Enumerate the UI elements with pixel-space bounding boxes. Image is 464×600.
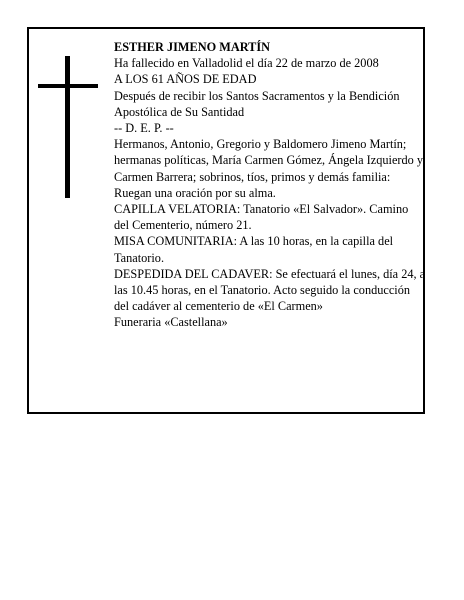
rip-text: -- D. E. P. -- [114, 121, 174, 136]
notice-body [114, 39, 426, 331]
death-announcement: Ha fallecido en Valladolid el día 22 de marzo de 2008 [114, 56, 379, 71]
obituary-notice [27, 27, 425, 414]
cross-vertical-bar [65, 56, 70, 198]
funeral-home: Funeraria «Castellana» [114, 315, 228, 330]
vigil-info: CAPILLA VELATORIA: Tanatorio «El Salvador». Camino del Cementerio, número 21. [114, 202, 409, 233]
family-list: Hermanos, Antonio, Gregorio y Baldomero Jimeno Martín; hermanas políticas, María Carmen Gómez, Ángela Izquierdo y Carmen Barrera; sobrinos, tíos, primos y demás familia: [114, 137, 424, 184]
farewell-info: DESPEDIDA DEL CADAVER: Se efectuará el lunes, día 24, a las 10.45 horas, en el Tanatorio. Acto seguido la conducción del cadáver al cementerio de «El Carmen» [114, 266, 426, 314]
age-at-death: A LOS 61 AÑOS DE EDAD [114, 72, 257, 87]
cross-icon [38, 56, 98, 198]
sacraments-text: Después de recibir los Santos Sacramentos y la Bendición Apostólica de Su Santidad [114, 88, 400, 119]
deceased-name: ESTHER JIMENO MARTÍN [114, 40, 271, 54]
mass-info: MISA COMUNITARIA: A las 10 horas, en la capilla del Tanatorio. [114, 234, 394, 265]
prayer-request: Ruegan una oración por su alma. [114, 185, 276, 200]
cross-horizontal-bar [38, 84, 98, 88]
